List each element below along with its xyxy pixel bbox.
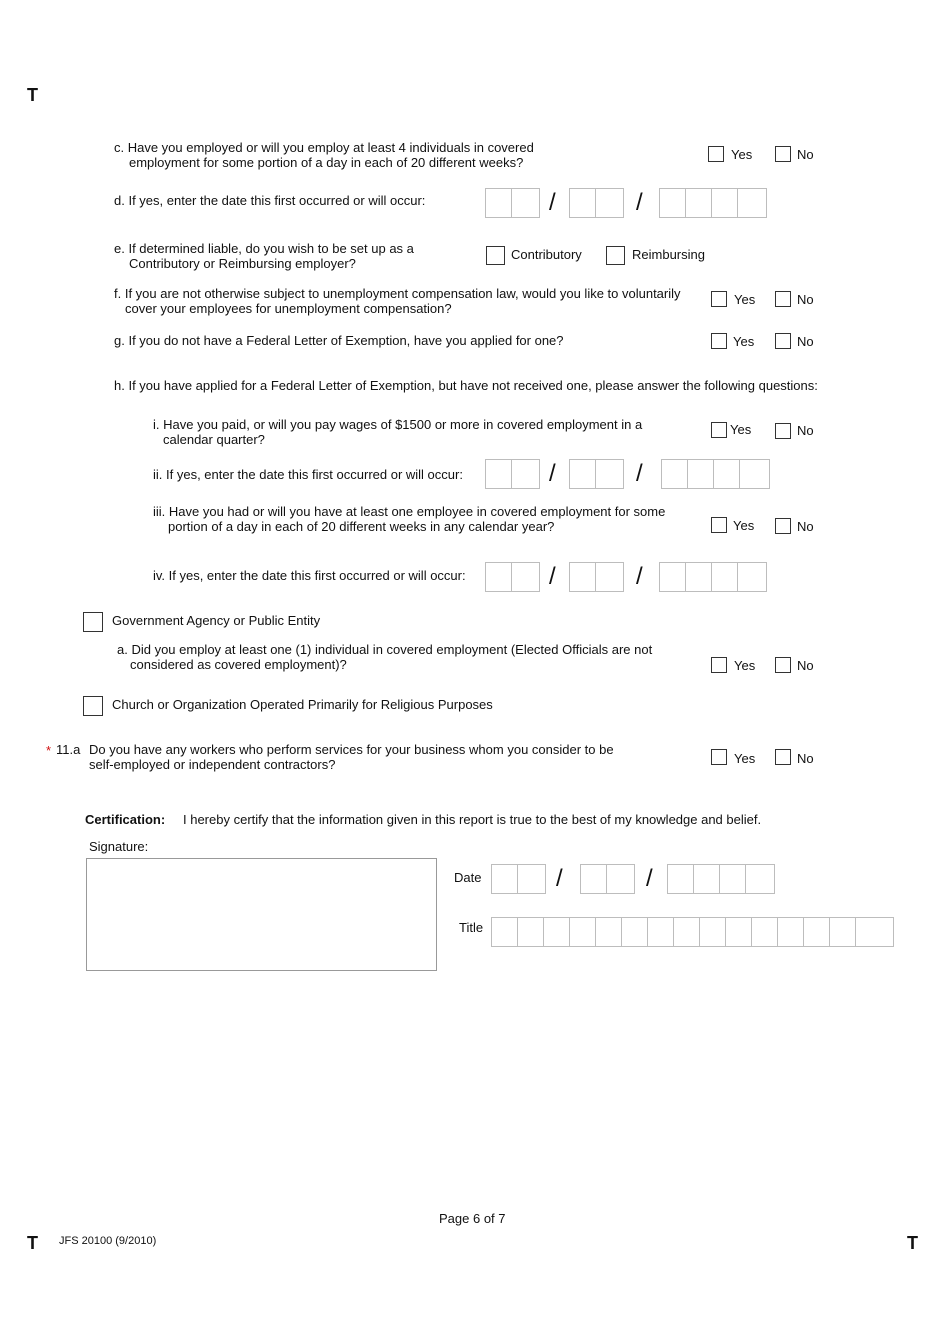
government-a-no-checkbox[interactable]: [775, 657, 791, 673]
date-slash: /: [549, 189, 556, 216]
question-g-no-label: No: [797, 334, 814, 349]
question-f-yes-label: Yes: [734, 292, 756, 307]
question-h-iv-text: iv. If yes, enter the date this first occurred or will occur:: [153, 568, 466, 583]
question-11a-no-label: No: [797, 751, 814, 766]
government-question-a-line1: a. Did you employ at least one (1) individual in covered employment (Elected Officials are not: [117, 642, 653, 657]
question-c-yes-checkbox[interactable]: [708, 146, 724, 162]
question-11a-yes-checkbox[interactable]: [711, 749, 727, 765]
question-11a-no-checkbox[interactable]: [775, 749, 791, 765]
question-c-yes-label: Yes: [731, 147, 753, 162]
title-label: Title: [459, 920, 484, 935]
question-h-iv-day-field[interactable]: [569, 562, 624, 592]
required-asterisk: *: [46, 743, 52, 758]
government-a-yes-checkbox[interactable]: [711, 657, 727, 673]
question-h-iii-no-checkbox[interactable]: [775, 518, 791, 534]
date-slash: /: [636, 460, 643, 487]
question-h-i-yes-checkbox[interactable]: [711, 422, 727, 438]
question-h-i-yes-label: Yes: [730, 422, 752, 437]
question-g-text: g. If you do not have a Federal Letter of Exemption, have you applied for one?: [114, 333, 564, 348]
date-slash: /: [549, 460, 556, 487]
question-h-i-no-checkbox[interactable]: [775, 423, 791, 439]
question-h-ii-year-field[interactable]: [661, 459, 770, 489]
certification-heading: Certification:: [85, 812, 166, 827]
government-a-yes-label: Yes: [734, 658, 756, 673]
government-question-a-line2: considered as covered employment)?: [130, 657, 347, 672]
question-h-iv-month-field[interactable]: [485, 562, 540, 592]
certification-month-field[interactable]: [491, 864, 546, 894]
question-h-i-line1: i. Have you paid, or will you pay wages of $1500 or more in covered employment in a: [153, 417, 643, 432]
question-h-iii-yes-label: Yes: [733, 518, 755, 533]
government-agency-checkbox[interactable]: [83, 612, 103, 632]
government-a-no-label: No: [797, 658, 814, 673]
church-organization-label: Church or Organization Operated Primarily for Religious Purposes: [112, 697, 493, 712]
certification-title-field[interactable]: [491, 917, 894, 947]
question-g-yes-label: Yes: [733, 334, 755, 349]
question-f-yes-checkbox[interactable]: [711, 291, 727, 307]
question-11a-line1: Do you have any workers who perform services for your business whom you consider to be: [89, 742, 614, 757]
question-h-ii-text: ii. If yes, enter the date this first occurred or will occur:: [153, 467, 463, 482]
contributory-checkbox[interactable]: [486, 246, 505, 265]
form-id: JFS 20100 (9/2010): [59, 1235, 157, 1247]
question-f-line1: f. If you are not otherwise subject to unemployment compensation law, would you like to voluntarily: [114, 286, 681, 301]
question-d-month-field[interactable]: [485, 188, 540, 218]
question-e-line2: Contributory or Reimbursing employer?: [129, 256, 356, 271]
question-h-i-no-label: No: [797, 423, 814, 438]
question-c-no-label: No: [797, 147, 814, 162]
question-h-iv-year-field[interactable]: [659, 562, 767, 592]
registration-marker-bottom-left: T: [27, 1233, 38, 1253]
question-g-no-checkbox[interactable]: [775, 333, 791, 349]
signature-box[interactable]: [86, 858, 437, 971]
government-agency-label: Government Agency or Public Entity: [112, 613, 321, 628]
question-c-no-checkbox[interactable]: [775, 146, 791, 162]
contributory-label: Contributory: [511, 247, 582, 262]
question-11a-line2: self-employed or independent contractors?: [89, 757, 336, 772]
question-f-no-label: No: [797, 292, 814, 307]
question-d-day-field[interactable]: [569, 188, 624, 218]
question-h-iii-line2: portion of a day in each of 20 different weeks in any calendar year?: [168, 519, 555, 534]
date-slash: /: [556, 865, 563, 892]
registration-marker-bottom-right: T: [907, 1233, 918, 1253]
question-g-yes-checkbox[interactable]: [711, 333, 727, 349]
question-h-ii-day-field[interactable]: [569, 459, 624, 489]
question-h-iii-line1: iii. Have you had or will you have at least one employee in covered employment for some: [153, 504, 666, 519]
question-h-iii-no-label: No: [797, 519, 814, 534]
question-e-line1: e. If determined liable, do you wish to be set up as a: [114, 241, 414, 256]
registration-marker-top-left: T: [27, 85, 38, 105]
question-11a-yes-label: Yes: [734, 751, 756, 766]
date-label: Date: [454, 870, 482, 885]
date-slash: /: [549, 563, 556, 590]
question-f-no-checkbox[interactable]: [775, 291, 791, 307]
question-d-text: d. If yes, enter the date this first occurred or will occur:: [114, 193, 426, 208]
question-h-i-line2: calendar quarter?: [163, 432, 265, 447]
date-slash: /: [636, 189, 643, 216]
question-c-line1: c. Have you employed or will you employ at least 4 individuals in covered: [114, 140, 534, 155]
certification-year-field[interactable]: [667, 864, 775, 894]
signature-label: Signature:: [89, 839, 149, 854]
question-c-line2: employment for some portion of a day in each of 20 different weeks?: [129, 155, 524, 170]
certification-day-field[interactable]: [580, 864, 635, 894]
church-organization-checkbox[interactable]: [83, 696, 103, 716]
page-number: Page 6 of 7: [439, 1211, 506, 1226]
question-11a-number: 11.a: [56, 742, 81, 757]
reimbursing-checkbox[interactable]: [606, 246, 625, 265]
reimbursing-label: Reimbursing: [632, 247, 705, 262]
date-slash: /: [646, 865, 653, 892]
certification-statement: I hereby certify that the information given in this report is true to the best of my knowledge and belief.: [183, 812, 762, 827]
question-h-ii-month-field[interactable]: [485, 459, 540, 489]
date-slash: /: [636, 563, 643, 590]
question-d-year-field[interactable]: [659, 188, 767, 218]
question-h-iii-yes-checkbox[interactable]: [711, 517, 727, 533]
question-h-text: h. If you have applied for a Federal Letter of Exemption, but have not received one, please answer the following questions:: [114, 378, 818, 393]
question-f-line2: cover your employees for unemployment compensation?: [125, 301, 452, 316]
